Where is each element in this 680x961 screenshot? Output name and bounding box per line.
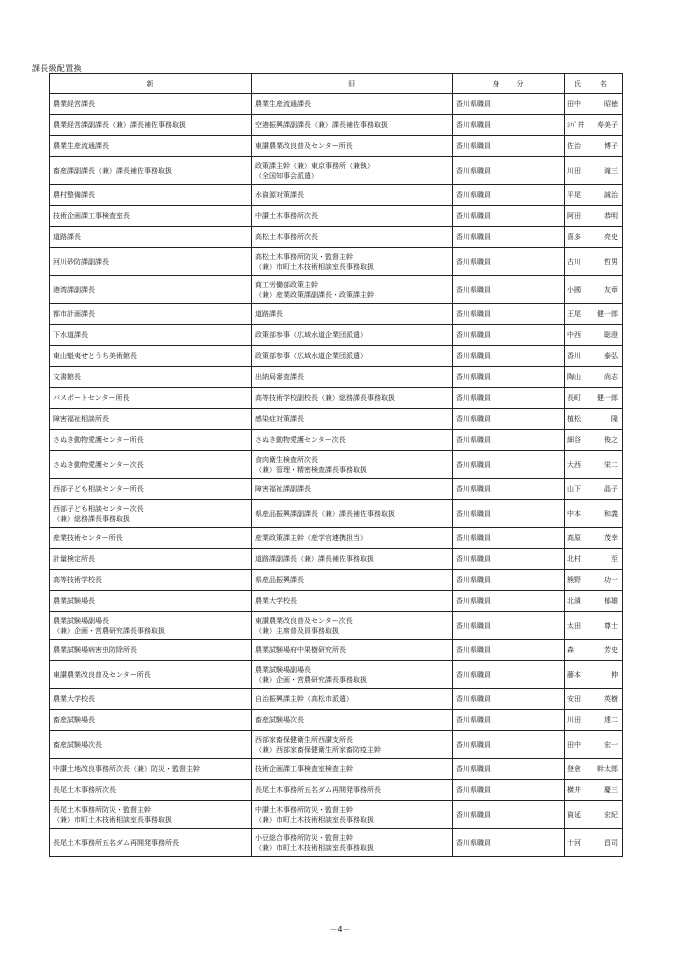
given-name: 哲男 xyxy=(604,257,618,266)
new-position: 河川砂防課副課長 xyxy=(50,248,252,276)
person-name xyxy=(565,500,623,528)
old-position: 農業試験場府中果樹研究所長 xyxy=(252,640,453,661)
old-position: 農業大学校長 xyxy=(252,591,453,612)
name-wrap xyxy=(567,670,620,680)
person-name xyxy=(565,227,623,248)
name-wrap xyxy=(567,533,620,543)
old-position: 長尾土木事務所五名ダム再開発事務所長 xyxy=(252,780,453,801)
given-name: 英樹 xyxy=(604,695,618,703)
given-name: 慶三 xyxy=(604,786,618,794)
name-wrap xyxy=(567,351,620,361)
table-row xyxy=(50,115,623,136)
given-name: 健一郎 xyxy=(597,310,618,318)
person-name xyxy=(565,206,623,227)
family-name: 香川 xyxy=(567,352,581,360)
name-wrap xyxy=(567,575,620,585)
family-name: ｼﾊﾞ井 xyxy=(567,121,585,129)
person-name xyxy=(565,409,623,430)
given-name: 和義 xyxy=(604,509,618,518)
given-name: 聡澄 xyxy=(604,331,618,339)
new-position: 下水道課長 xyxy=(50,325,252,346)
rank: 香川県職員 xyxy=(453,731,565,759)
family-name: 森 xyxy=(567,646,574,654)
new-position: 東山魁夷せとうち美術館長 xyxy=(50,346,252,367)
name-wrap xyxy=(567,211,620,221)
given-name: 亮史 xyxy=(604,233,618,241)
old-position: 東讃農業改良普及センター次長 （兼）主席普及員事務取扱 xyxy=(252,612,453,640)
old-position: 障害福祉課副課長 xyxy=(252,479,453,500)
rank: 香川県職員 xyxy=(453,94,565,115)
rank: 香川県職員 xyxy=(453,801,565,829)
given-name: 伸 xyxy=(611,670,618,679)
name-wrap xyxy=(567,621,620,631)
person-name xyxy=(565,710,623,731)
table-row xyxy=(50,801,623,829)
name-wrap xyxy=(567,554,620,564)
given-name: 昭徳 xyxy=(604,100,618,108)
table-row xyxy=(50,528,623,549)
person-name xyxy=(565,304,623,325)
table-row xyxy=(50,304,623,325)
header-rank: 身 分 xyxy=(453,74,565,94)
person-name xyxy=(565,612,623,640)
rank: 香川県職員 xyxy=(453,367,565,388)
table-row xyxy=(50,759,623,780)
name-wrap xyxy=(567,484,620,494)
rank: 香川県職員 xyxy=(453,185,565,206)
given-name: 健一郎 xyxy=(597,394,618,402)
person-name xyxy=(565,479,623,500)
person-name xyxy=(565,451,623,479)
given-name: 栄二 xyxy=(604,460,618,469)
name-wrap xyxy=(567,460,620,470)
family-name: 中本 xyxy=(567,509,581,518)
table-row xyxy=(50,689,623,710)
family-name: 登倉 xyxy=(567,765,581,773)
old-position: 高等技術学校副校長（兼）総務課長事務取扱 xyxy=(252,388,453,409)
old-position: 道路課副課長（兼）課長補佐事務取扱 xyxy=(252,549,453,570)
table-row xyxy=(50,780,623,801)
table-header-row xyxy=(50,74,623,94)
rank: 香川県職員 xyxy=(453,248,565,276)
table-row xyxy=(50,157,623,185)
old-position: 高松土木事務所次長 xyxy=(252,227,453,248)
old-position: さぬき動物愛護センター次長 xyxy=(252,430,453,451)
person-name xyxy=(565,388,623,409)
new-position: 農業経営課長 xyxy=(50,94,252,115)
rank: 香川県職員 xyxy=(453,304,565,325)
old-position: 水資源対策課長 xyxy=(252,185,453,206)
rank: 香川県職員 xyxy=(453,276,565,304)
family-name: 資延 xyxy=(567,810,581,819)
family-name: 川田 xyxy=(567,166,581,175)
rank: 香川県職員 xyxy=(453,549,565,570)
section-title: 課長級配置換 xyxy=(32,64,82,73)
table-row xyxy=(50,346,623,367)
header-name: 氏 名 xyxy=(565,74,623,94)
rank: 香川県職員 xyxy=(453,829,565,857)
family-name: 藤本 xyxy=(567,670,581,679)
new-position: 港湾課副課長 xyxy=(50,276,252,304)
given-name: 滝三 xyxy=(604,166,618,175)
family-name: 田中 xyxy=(567,100,581,108)
person-name xyxy=(565,346,623,367)
table-row xyxy=(50,136,623,157)
family-name: 喜多 xyxy=(567,233,581,241)
old-position: 中讃土木事務所次長 xyxy=(252,206,453,227)
old-position: 自治振興課主幹（高松市派遣） xyxy=(252,689,453,710)
name-wrap xyxy=(567,309,620,319)
name-wrap xyxy=(567,393,620,403)
name-wrap xyxy=(567,435,620,445)
family-name: 長町 xyxy=(567,394,581,402)
old-position: 政策部参事（広域水道企業団派遣） xyxy=(252,346,453,367)
table-row xyxy=(50,451,623,479)
name-wrap xyxy=(567,414,620,424)
rank: 香川県職員 xyxy=(453,780,565,801)
person-name xyxy=(565,780,623,801)
family-name: 山下 xyxy=(567,485,581,493)
old-position: 畜産試験場次長 xyxy=(252,710,453,731)
name-wrap xyxy=(567,99,620,109)
given-name: 尊士 xyxy=(604,621,618,630)
given-name: 誠治 xyxy=(604,191,618,199)
family-name: 太田 xyxy=(567,621,581,630)
name-wrap xyxy=(567,740,620,750)
new-position: 農業試験場副場長 （兼）企画・営農研究課長事務取扱 xyxy=(50,612,252,640)
name-wrap xyxy=(567,190,620,200)
table-row xyxy=(50,94,623,115)
old-position: 産業政策課主幹（産学官連携担当） xyxy=(252,528,453,549)
table-row xyxy=(50,479,623,500)
old-position: 農業生産流通課長 xyxy=(252,94,453,115)
name-wrap xyxy=(567,257,620,267)
old-position: 技術企画課工事検査室検査主幹 xyxy=(252,759,453,780)
family-name: 横井 xyxy=(567,786,581,794)
new-position: さぬき動物愛護センター所長 xyxy=(50,430,252,451)
given-name: 友章 xyxy=(604,285,618,294)
table-row xyxy=(50,206,623,227)
name-wrap xyxy=(567,596,620,606)
family-name: 熊野 xyxy=(567,576,581,584)
name-wrap xyxy=(567,330,620,340)
page-number: －4－ xyxy=(329,925,351,934)
person-name xyxy=(565,430,623,451)
new-position: 東讃農業改良普及センター所長 xyxy=(50,661,252,689)
given-name: 芳史 xyxy=(604,646,618,654)
family-name: 陶山 xyxy=(567,373,581,381)
old-position: 政策課主幹（兼）東京事務所（兼執） （全国知事会派遣） xyxy=(252,157,453,185)
person-name xyxy=(565,367,623,388)
name-wrap xyxy=(567,764,620,774)
new-position: 道路課長 xyxy=(50,227,252,248)
rank: 香川県職員 xyxy=(453,346,565,367)
given-name: 隆 xyxy=(611,415,618,423)
given-name: 泰弘 xyxy=(604,352,618,360)
header-old: 旧 xyxy=(252,74,453,94)
family-name: 中西 xyxy=(567,331,581,339)
old-position: 小豆総合事務所防災・監督主幹 （兼）市町土木技術相談室長事務取扱 xyxy=(252,829,453,857)
old-position: 県産品振興課副課長（兼）課長補佐事務取扱 xyxy=(252,500,453,528)
table-row xyxy=(50,591,623,612)
new-position: 文書館長 xyxy=(50,367,252,388)
name-wrap xyxy=(567,810,620,820)
old-position: 空港振興課副課長（兼）課長補佐事務取扱 xyxy=(252,115,453,136)
personnel-table xyxy=(49,73,623,857)
new-position: パスポートセンター所長 xyxy=(50,388,252,409)
family-name: 古川 xyxy=(567,257,581,266)
old-position: 商工労働部政策主幹 （兼）産業政策課副課長・政策課主幹 xyxy=(252,276,453,304)
new-position: 中讃土地改良事務所次長（兼）防災・監督主幹 xyxy=(50,759,252,780)
new-position: 農業大学校長 xyxy=(50,689,252,710)
table-row xyxy=(50,409,623,430)
family-name: 田中 xyxy=(567,740,581,749)
old-position: 感染症対策課長 xyxy=(252,409,453,430)
new-position: 農業経営課副課長（兼）課長補佐事務取扱 xyxy=(50,115,252,136)
old-position: 食肉衛生検査所次長 （兼）管理・精密検査課長事務取扱 xyxy=(252,451,453,479)
rank: 香川県職員 xyxy=(453,710,565,731)
family-name: 細谷 xyxy=(567,436,581,444)
old-position: 道路課長 xyxy=(252,304,453,325)
table-row xyxy=(50,570,623,591)
person-name xyxy=(565,115,623,136)
rank: 香川県職員 xyxy=(453,451,565,479)
person-name xyxy=(565,759,623,780)
table-row xyxy=(50,612,623,640)
person-name xyxy=(565,94,623,115)
table-row xyxy=(50,549,623,570)
family-name: 植松 xyxy=(567,415,581,423)
rank: 香川県職員 xyxy=(453,157,565,185)
table-row xyxy=(50,661,623,689)
given-name: 晶子 xyxy=(604,485,618,493)
given-name: 宏紀 xyxy=(604,810,618,819)
rank: 香川県職員 xyxy=(453,206,565,227)
family-name: 北濱 xyxy=(567,597,581,605)
name-wrap xyxy=(567,232,620,242)
new-position: 産業技術センター所長 xyxy=(50,528,252,549)
rank: 香川県職員 xyxy=(453,500,565,528)
new-position: 農業生産流通課長 xyxy=(50,136,252,157)
new-position: 計量検定所長 xyxy=(50,549,252,570)
person-name xyxy=(565,157,623,185)
given-name: 郁雄 xyxy=(604,597,618,605)
rank: 香川県職員 xyxy=(453,640,565,661)
rank: 香川県職員 xyxy=(453,612,565,640)
person-name xyxy=(565,248,623,276)
rank: 香川県職員 xyxy=(453,227,565,248)
table-body xyxy=(50,94,623,857)
old-position: 県産品振興課長 xyxy=(252,570,453,591)
new-position: 長尾土木事務所次長 xyxy=(50,780,252,801)
table-row xyxy=(50,248,623,276)
name-wrap xyxy=(567,372,620,382)
table-row xyxy=(50,731,623,759)
given-name: 恭明 xyxy=(604,212,618,220)
given-name: 宏一 xyxy=(604,740,618,749)
new-position: 畜産試験場次長 xyxy=(50,731,252,759)
old-position: 政策部参事（広域水道企業団派遣） xyxy=(252,325,453,346)
rank: 香川県職員 xyxy=(453,570,565,591)
old-position: 東讃農業改良普及センター所長 xyxy=(252,136,453,157)
family-name: 佐治 xyxy=(567,142,581,150)
table-row xyxy=(50,388,623,409)
rank: 香川県職員 xyxy=(453,759,565,780)
new-position: 西部子ども相談センター所長 xyxy=(50,479,252,500)
old-position: 農業試験場副場長 （兼）企画・営農研究課長事務取扱 xyxy=(252,661,453,689)
family-name: 大西 xyxy=(567,460,581,469)
family-name: 平尾 xyxy=(567,191,581,199)
new-position: 畜産課副課長（兼）課長補佐事務取扱 xyxy=(50,157,252,185)
name-wrap xyxy=(567,694,620,704)
rank: 香川県職員 xyxy=(453,115,565,136)
header-new: 新 xyxy=(50,74,252,94)
old-position: 西部家畜保健衛生所西讃支所長 （兼）西部家畜保健衛生所家畜防疫主幹 xyxy=(252,731,453,759)
new-position: さぬき動物愛護センター次長 xyxy=(50,451,252,479)
table-row xyxy=(50,829,623,857)
rank: 香川県職員 xyxy=(453,430,565,451)
given-name: 博子 xyxy=(604,142,618,150)
table-row xyxy=(50,500,623,528)
given-name: 達二 xyxy=(604,716,618,724)
person-name xyxy=(565,661,623,689)
family-name: 川田 xyxy=(567,716,581,724)
new-position: 都市計画課長 xyxy=(50,304,252,325)
family-name: 阿田 xyxy=(567,212,581,220)
name-wrap xyxy=(567,785,620,795)
given-name: 幹太郎 xyxy=(597,765,618,773)
table-row xyxy=(50,640,623,661)
table-row xyxy=(50,710,623,731)
given-name: 昌司 xyxy=(604,838,618,847)
table-row xyxy=(50,227,623,248)
person-name xyxy=(565,549,623,570)
new-position: 障害福祉相談所長 xyxy=(50,409,252,430)
person-name xyxy=(565,136,623,157)
table-row xyxy=(50,185,623,206)
old-position: 出納局審査課長 xyxy=(252,367,453,388)
rank: 香川県職員 xyxy=(453,325,565,346)
person-name xyxy=(565,731,623,759)
table-row xyxy=(50,367,623,388)
person-name xyxy=(565,185,623,206)
family-name: 十河 xyxy=(567,838,581,847)
person-name xyxy=(565,570,623,591)
person-name xyxy=(565,528,623,549)
new-position: 農村整備課長 xyxy=(50,185,252,206)
given-name: 尚志 xyxy=(604,373,618,381)
person-name xyxy=(565,591,623,612)
given-name: 功一 xyxy=(604,576,618,584)
new-position: 農業試験場長 xyxy=(50,591,252,612)
person-name xyxy=(565,801,623,829)
family-name: 王尾 xyxy=(567,310,581,318)
family-name: 安田 xyxy=(567,695,581,703)
new-position: 農業試験場病害虫防除所長 xyxy=(50,640,252,661)
name-wrap xyxy=(567,166,620,176)
name-wrap xyxy=(567,645,620,655)
name-wrap xyxy=(567,141,620,151)
table-row xyxy=(50,430,623,451)
new-position: 長尾土木事務所五名ダム再開発事務所長 xyxy=(50,829,252,857)
old-position: 中讃土木事務所防災・監督主幹 （兼）市町土木技術相談室長事務取扱 xyxy=(252,801,453,829)
rank: 香川県職員 xyxy=(453,388,565,409)
table-row xyxy=(50,276,623,304)
rank: 香川県職員 xyxy=(453,661,565,689)
family-name: 北村 xyxy=(567,555,581,563)
rank: 香川県職員 xyxy=(453,409,565,430)
person-name xyxy=(565,325,623,346)
family-name: 小國 xyxy=(567,285,581,294)
name-wrap xyxy=(567,838,620,848)
rank: 香川県職員 xyxy=(453,591,565,612)
given-name: 至 xyxy=(611,555,618,563)
given-name: 俊之 xyxy=(604,436,618,444)
new-position: 畜産試験場長 xyxy=(50,710,252,731)
person-name xyxy=(565,276,623,304)
family-name: 高原 xyxy=(567,534,581,542)
name-wrap xyxy=(567,509,620,519)
person-name xyxy=(565,640,623,661)
rank: 香川県職員 xyxy=(453,689,565,710)
new-position: 長尾土木事務所防災・監督主幹 （兼）市町土木技術相談室長事務取扱 xyxy=(50,801,252,829)
old-position: 高松土木事務所防災・監督主幹 （兼）市町土木技術相談室長事務取扱 xyxy=(252,248,453,276)
given-name: 寿美子 xyxy=(597,121,618,129)
new-position: 高等技術学校長 xyxy=(50,570,252,591)
name-wrap xyxy=(567,120,620,130)
rank: 香川県職員 xyxy=(453,479,565,500)
person-name xyxy=(565,829,623,857)
name-wrap xyxy=(567,285,620,295)
rank: 香川県職員 xyxy=(453,136,565,157)
rank: 香川県職員 xyxy=(453,528,565,549)
table-row xyxy=(50,325,623,346)
new-position: 技術企画課工事検査室長 xyxy=(50,206,252,227)
name-wrap xyxy=(567,715,620,725)
new-position: 西部子ども相談センター次長 （兼）総務課長事務取扱 xyxy=(50,500,252,528)
given-name: 茂幸 xyxy=(604,534,618,542)
person-name xyxy=(565,689,623,710)
